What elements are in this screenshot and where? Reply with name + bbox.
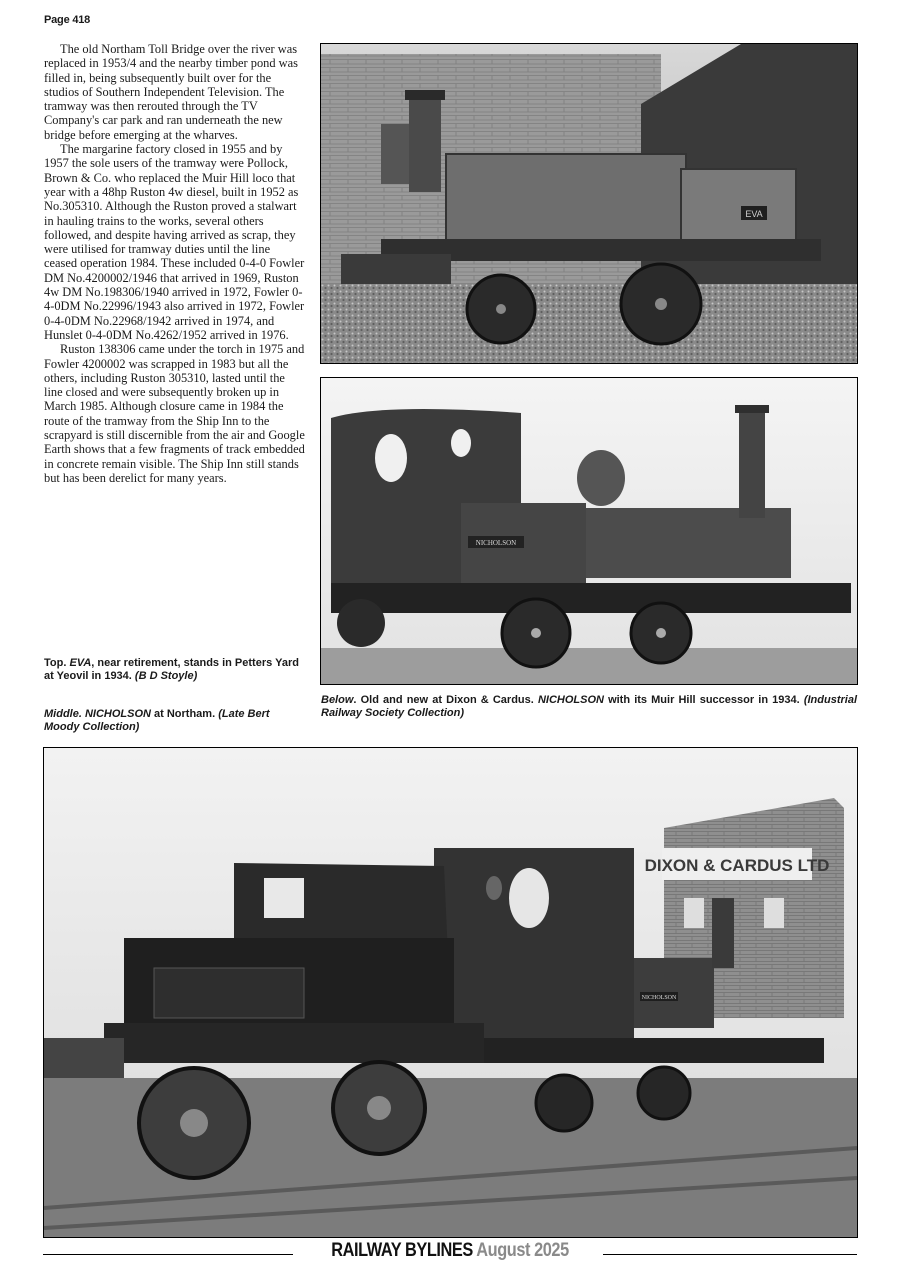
loco-plate: EVA: [745, 209, 763, 219]
page-number: Page 418: [44, 14, 91, 26]
photo-nicholson-locomotive: [320, 377, 858, 685]
caption-credit: (Late Bert Moody Collection): [44, 708, 270, 733]
caption-below: [321, 694, 857, 719]
photo-eva-locomotive: [320, 43, 858, 364]
caption-top: [44, 657, 309, 682]
article-paragraph: The margarine factory closed in 1955 and by 1957 the sole users of the tramway were Pollock, Brown & Co. who replaced the Muir Hill loco that year with a 48hp Ruston 4w diesel, built in 1952 as No.305310. Although the Ruston proved a stalwart in hauling trains to the works, several others followed, and despite having arrived as scrap, they were utilised for tramway duties until the line ceased operation 1984. These included 0-4-0 Fowler DM No.4200002/1946 that arrived in 1969, Ruston 4w DM No.198306/1940 arrived in 1972, Fowler 0-4-0DM No.22996/1943 also arrived in 1972, Fowler 0-4-0DM No.22968/1942 arrived in 1974, and Hunslet 0-4-0DM No.4262/1952 arrived in 1976.: [44, 142, 305, 342]
caption-middle: [44, 708, 306, 733]
issue-date: August 2025: [476, 1240, 569, 1261]
caption-lead: Top.: [44, 657, 67, 669]
article-paragraph: Ruston 138306 came under the torch in 1975 and Fowler 4200002 was scrapped in 1983 but all the others, including Ruston 305310, lasted until the line closed and were subsequently broken up in March 1985. Although closure came in 1984 the route of the tramway from the Ship Inn to the scrapyard is still discernible from the air and Google Earth shows that a few fragments of track embedded in concrete remain visible. The Ship Inn still stands but has been derelict for many years.: [44, 342, 305, 485]
footer-masthead: [100, 1240, 800, 1262]
building-sign: DIXON & CARDUS LTD: [644, 856, 830, 875]
caption-credit: (Industrial Railway Society Collection): [321, 694, 857, 719]
article-paragraph: The old Northam Toll Bridge over the river was replaced in 1953/4 and the nearby timber pond was filled in, being subsequently built over for the studios of Southern Independent Television. The tramway was then rerouted through the TV Company's car park and ran underneath the new bridge before emerging at the wharves.: [44, 42, 298, 142]
caption-text: with its Muir Hill successor in 1934.: [603, 694, 800, 706]
caption-loco-name: EVA: [69, 657, 92, 669]
caption-text: at Northam.: [150, 708, 216, 720]
caption-text: , near retirement, stands in Petters Yard at Yeovil in 1934.: [44, 657, 299, 682]
page-footer: [43, 1240, 857, 1264]
loco-nameplate: NICHOLSON: [641, 995, 677, 1001]
magazine-title: RAILWAY BYLINES: [331, 1240, 473, 1261]
photo-dixon-cardus-yard: [43, 747, 858, 1238]
loco-nameplate: NICHOLSON: [475, 539, 517, 547]
article-body: [44, 42, 306, 485]
caption-lead: Middle.: [44, 708, 82, 720]
caption-loco-name: NICHOLSON: [84, 708, 151, 720]
caption-lead: Below: [321, 694, 354, 706]
caption-loco-name: NICHOLSON: [537, 694, 604, 706]
caption-credit: (B D Stoyle): [134, 669, 198, 682]
caption-text: . Old and new at Dixon & Cardus.: [353, 694, 534, 706]
